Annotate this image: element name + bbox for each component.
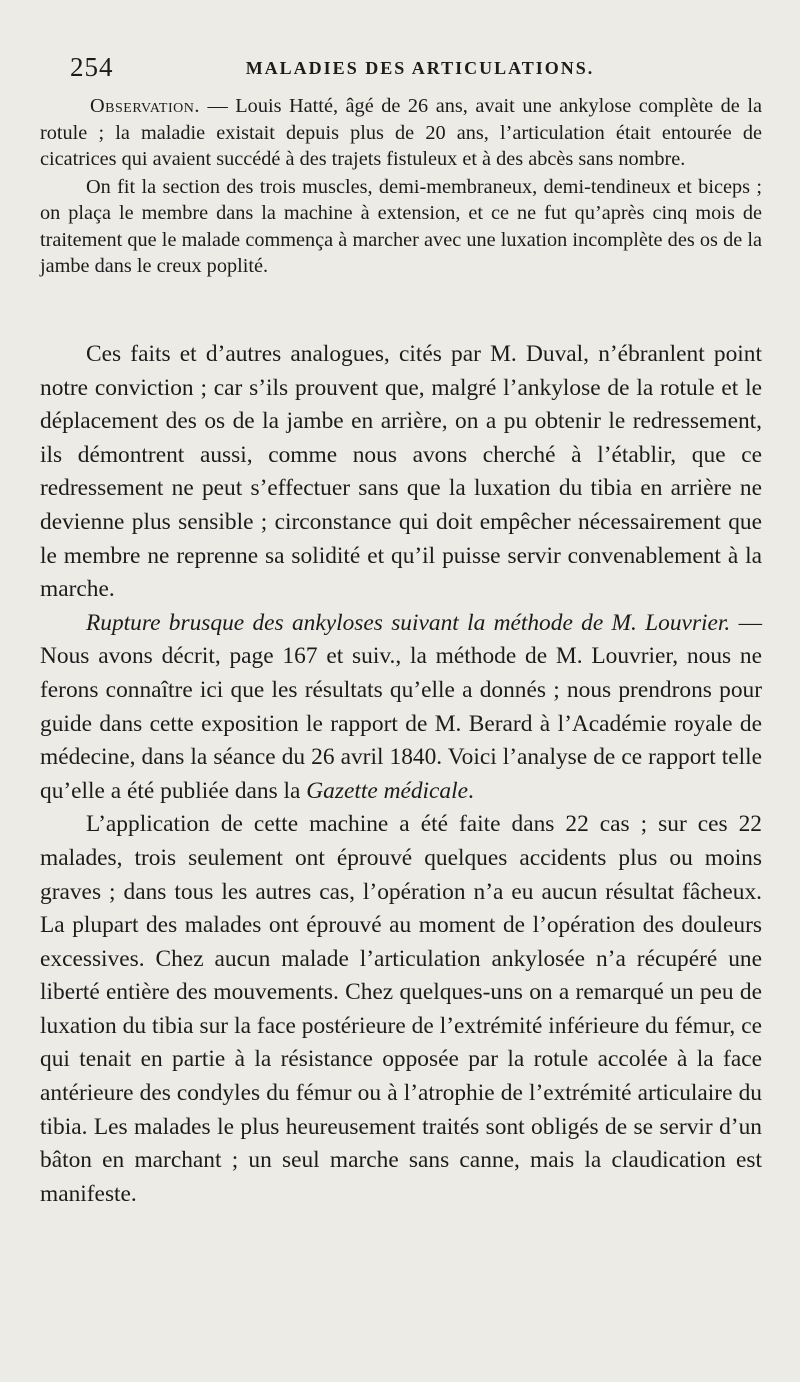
running-title: MALADIES DES ARTICULATIONS. (245, 58, 595, 78)
main-paragraph-3: L’application de cette machine a été faite dans 22 cas ; sur ces 22 malades, trois seulement ont éprouvé quelques accidents plus ou moins graves ; dans tous les autres cas, l’opération n’a eu aucun résultat fâcheux. La plupart des malades ont éprouvé au moment de l’opération des douleurs excessives. Chez aucun malade l’articulation ankylosée n’a récupéré une liberté entière des mouvements. Chez quelques-uns on a remarqué un peu de luxation du tibia sur la face postérieure de l’extrémité inférieure du fémur, ce qui tenait en partie à la résistance opposée par la rotule accolée à la face antérieure des condyles du fémur ou à l’atrophie de l’extrémité articulaire du tibia. Les malades le plus heureusement traités sont obligés de se servir d’un bâton en marchant ; un seul marche sans canne, mais la claudication est manifeste. (40, 811, 762, 1207)
observation-text-1: — Louis Hatté, âgé de 26 ans, avait une ankylose complète de la rotule ; la maladie existait depuis plus de 20 ans, l’articulation était entourée de cicatrices qui avaient succédé à des trajets fistuleux et à des abcès sans nombre. (40, 95, 762, 170)
journal-title: Gazette médicale (306, 777, 469, 804)
main-paragraph-2 (40, 607, 762, 809)
observation-paragraph-2: On fit la section des trois muscles, demi-membraneux, demi-tendineux et biceps ; on plaça le membre dans la machine à extension, et ce ne fut qu’après cinq mois de traitement que le malade commença à marcher avec une luxation incomplète des os de la jambe dans le creux poplité. (40, 175, 762, 277)
observation-paragraph-1 (40, 93, 762, 173)
observation-block (40, 93, 762, 280)
main-paragraph-1: Ces faits et d’autres analogues, cités par M. Duval, n’ébranlent point notre conviction ; car s’ils prouvent que, malgré l’ankylose de la rotule et le déplacement des os de la jambe en arrière, on a pu obtenir le redressement, ils démontrent aussi, comme nous avons cherché à l’établir, que ce redressement ne peut s’effectuer sans que la luxation du tibia en arrière ne devienne plus sensible ; circonstance qui doit empêcher nécessairement que le membre ne reprenne sa solidité et qu’il puisse servir convenablement à la marche. (40, 341, 762, 603)
observation-label: Observation. (90, 95, 200, 117)
main-paragraph-2-end: . (468, 777, 474, 804)
main-paragraph-2-text: — Nous avons décrit, page 167 et suiv., la méthode de M. Louvrier, nous ne ferons connaître ici que les résultats qu’elle a donnés ; nous prendrons pour guide dans cette exposition le rapport de M. Berard à l’Académie royale de médecine, dans la séance du 26 avril 1840. Voici l’analyse de ce rapport telle qu’elle a été publiée dans la (40, 609, 762, 804)
page-number: 254 (70, 52, 114, 82)
section-heading: Rupture brusque des ankyloses suivant la méthode de M. Louvrier. (86, 609, 731, 636)
main-text (40, 338, 762, 1211)
